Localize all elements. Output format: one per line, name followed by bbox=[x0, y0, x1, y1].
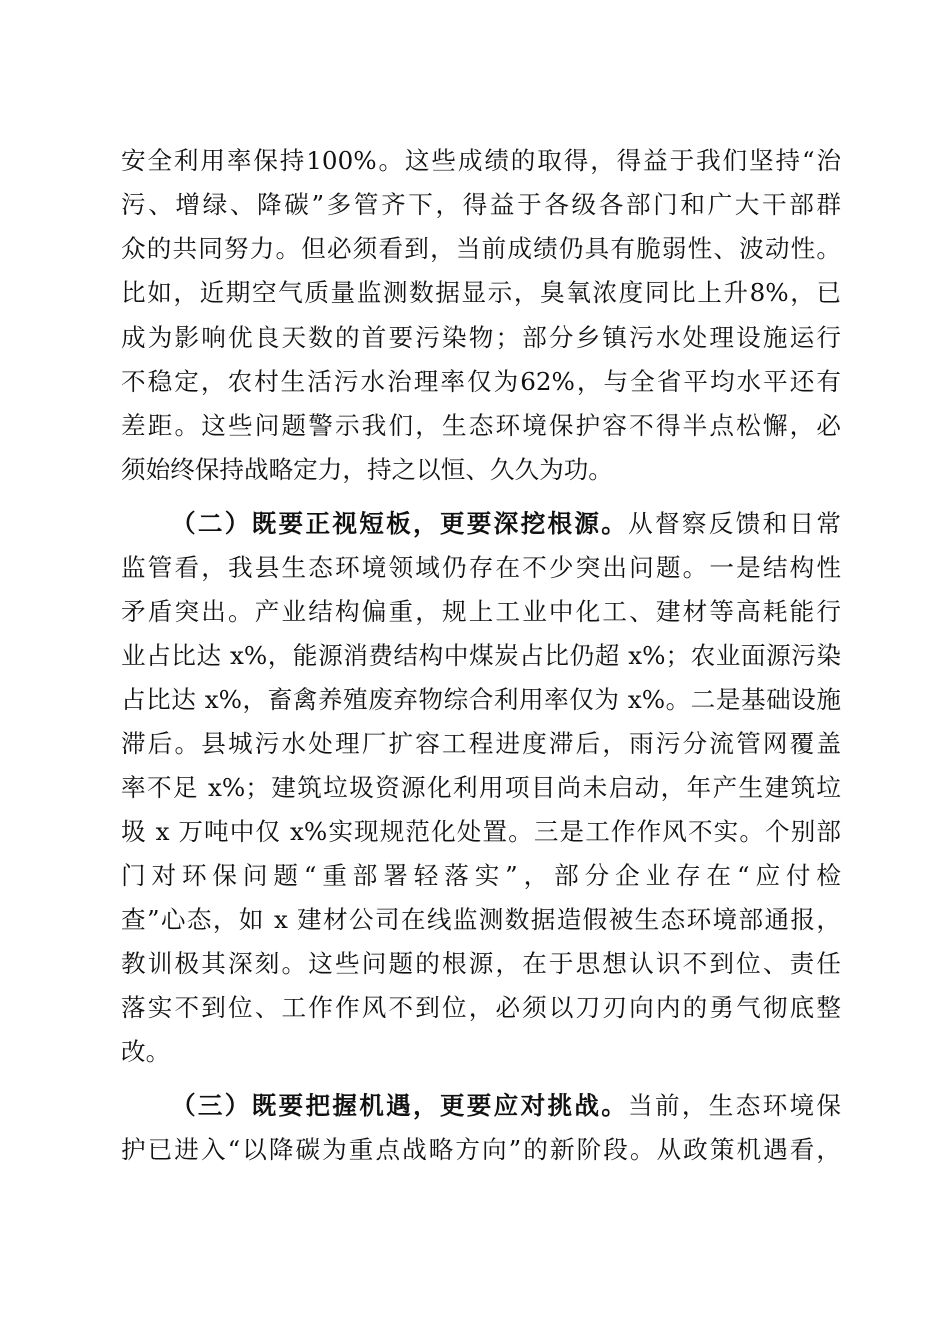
text-line: 占比达 x%，畜禽养殖废弃物综合利用率仅为 x%。二是基础设施 bbox=[121, 685, 841, 714]
section-2-heading bbox=[171, 509, 628, 538]
section-2-lead-text: 从督察反馈和日常 bbox=[628, 509, 841, 538]
text-line: 污、增绿、降碳”多管齐下，得益于各级各部门和广大干部群 bbox=[121, 190, 841, 219]
text-line: 落实不到位、工作作风不到位，必须以刀刃向内的勇气彻底整 bbox=[121, 993, 841, 1022]
section-3-title: 既要把握机遇，更要应对挑战。 bbox=[251, 1091, 629, 1120]
text-line: 众的共同努力。但必须看到，当前成绩仍具有脆弱性、波动性。 bbox=[121, 234, 841, 263]
text-line: 滞后。县城污水处理厂扩容工程进度滞后，雨污分流管网覆盖 bbox=[121, 729, 841, 758]
text-line: 监管看，我县生态环境领域仍存在不少突出问题。一是结构性 bbox=[121, 553, 841, 582]
text-line: 矛盾突出。产业结构偏重，规上工业中化工、建材等高耗能行 bbox=[121, 597, 841, 626]
section-2-first-line bbox=[171, 504, 841, 544]
section-3-first-line bbox=[171, 1086, 841, 1126]
text-line: 安全利用率保持100%。这些成绩的取得，得益于我们坚持“治 bbox=[121, 146, 841, 175]
text-line: 比如，近期空气质量监测数据显示，臭氧浓度同比上升8%，已 bbox=[121, 278, 841, 307]
text-line: 教训极其深刻。这些问题的根源，在于思想认识不到位、责任 bbox=[121, 949, 841, 978]
text-line: 门对环保问题“重部署轻落实”，部分企业存在“应付检 bbox=[121, 861, 841, 890]
text-line: 率不足 x%；建筑垃圾资源化利用项目尚未启动，年产生建筑垃 bbox=[121, 773, 841, 802]
text-line: 圾 x 万吨中仅 x%实现规范化处置。三是工作作风不实。个别部 bbox=[121, 817, 841, 846]
section-3-lead-text: 当前，生态环境保 bbox=[628, 1091, 841, 1120]
section-2-number: （二） bbox=[171, 509, 252, 538]
text-line: 差距。这些问题警示我们，生态环境保护容不得半点松懈，必 bbox=[121, 411, 841, 440]
text-line: 业占比达 x%，能源消费结构中煤炭占比仍超 x%；农业面源污染 bbox=[121, 641, 841, 670]
text-line: 成为影响优良天数的首要污染物；部分乡镇污水处理设施运行 bbox=[121, 323, 841, 352]
section-2-title: 既要正视短板，更要深挖根源。 bbox=[251, 509, 629, 538]
text-line: 改。 bbox=[121, 1037, 171, 1066]
text-line: 须始终保持战略定力，持之以恒、久久为功。 bbox=[121, 455, 613, 484]
section-3-number: （三） bbox=[171, 1091, 252, 1120]
text-line: 不稳定，农村生活污水治理率仅为62%，与全省平均水平还有 bbox=[121, 367, 841, 396]
text-line: 护已进入“以降碳为重点战略方向”的新阶段。从政策机遇看， bbox=[121, 1135, 841, 1164]
text-line: 查”心态，如 x 建材公司在线监测数据造假被生态环境部通报， bbox=[121, 905, 841, 934]
section-3-heading bbox=[171, 1091, 628, 1120]
